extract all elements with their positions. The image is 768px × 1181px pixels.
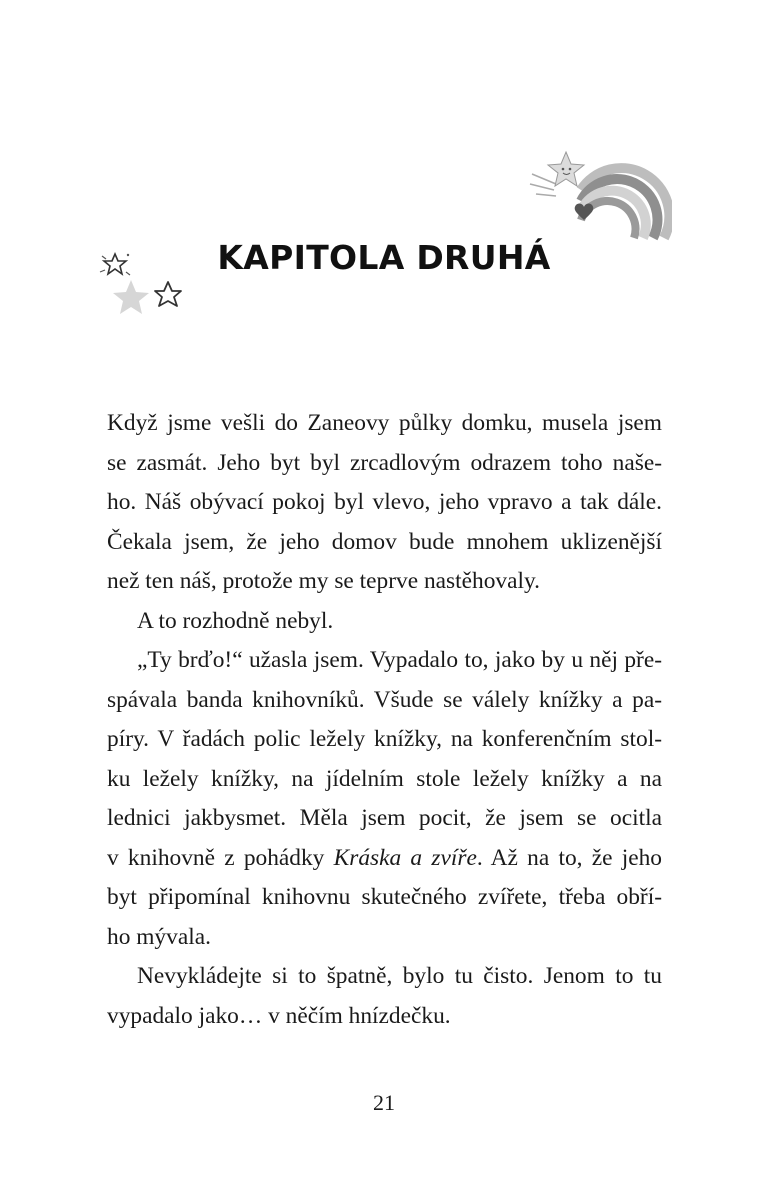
text-line: ku ležely knížky, na jídelním stole ležely knížky a na	[107, 765, 662, 792]
shooting-star-icon	[530, 152, 584, 196]
text-line: ho. Náš obývací pokoj byl vlevo, jeho vpravo a tak dále.	[107, 489, 662, 515]
text-line: vypadalo jako… v něčím hnízdečku.	[107, 1002, 451, 1029]
outline-star-icon	[155, 282, 181, 306]
book-title: Kráska a zvíře	[333, 844, 477, 871]
grey-star-icon	[113, 280, 149, 314]
text-line: v knihovně z pohádky Kráska a zvíře. Až na to, že jeho	[107, 844, 662, 871]
text-line: se zasmát. Jeho byt byl zrcadlovým odrazem toho naše-	[107, 449, 662, 476]
text-line: Když jsme vešli do Zaneovy půlky domku, musela jsem	[107, 410, 662, 436]
paragraph	[107, 641, 662, 957]
text-line: A to rozhodně nebyl.	[137, 607, 334, 634]
rainbow-icon	[526, 148, 672, 244]
page-number: 21	[373, 1090, 395, 1115]
text-line: Nevykládejte si to špatně, bylo tu čisto. Jenom to tu	[137, 963, 662, 989]
text-line: píry. V řadách polic ležely knížky, na konferenčním stol-	[107, 726, 662, 752]
text-line: Čekala jsem, že jeho domov bude mnohem uklizenější	[107, 528, 662, 555]
text-line: lednici jakbysmet. Měla jsem pocit, že jsem se ocitla	[107, 805, 662, 831]
text-line: ho mývala.	[107, 923, 211, 950]
text-line: spávala banda knihovníků. Všude se válely knížky a pa-	[107, 686, 662, 713]
paragraph	[107, 404, 662, 602]
paragraph	[107, 957, 662, 1036]
text-line: byt připomínal knihovnu skutečného zvířete, třeba obří-	[107, 884, 662, 910]
chapter-title: KAPITOLA DRUHÁ	[217, 238, 551, 277]
text-line: „Ty brďo!“ užasla jsem. Vypadalo to, jako by u něj pře-	[137, 647, 662, 673]
text-line: než ten náš, protože my se teprve nastěhovaly.	[107, 568, 541, 594]
paragraph	[107, 602, 662, 642]
body-text	[107, 404, 662, 1036]
